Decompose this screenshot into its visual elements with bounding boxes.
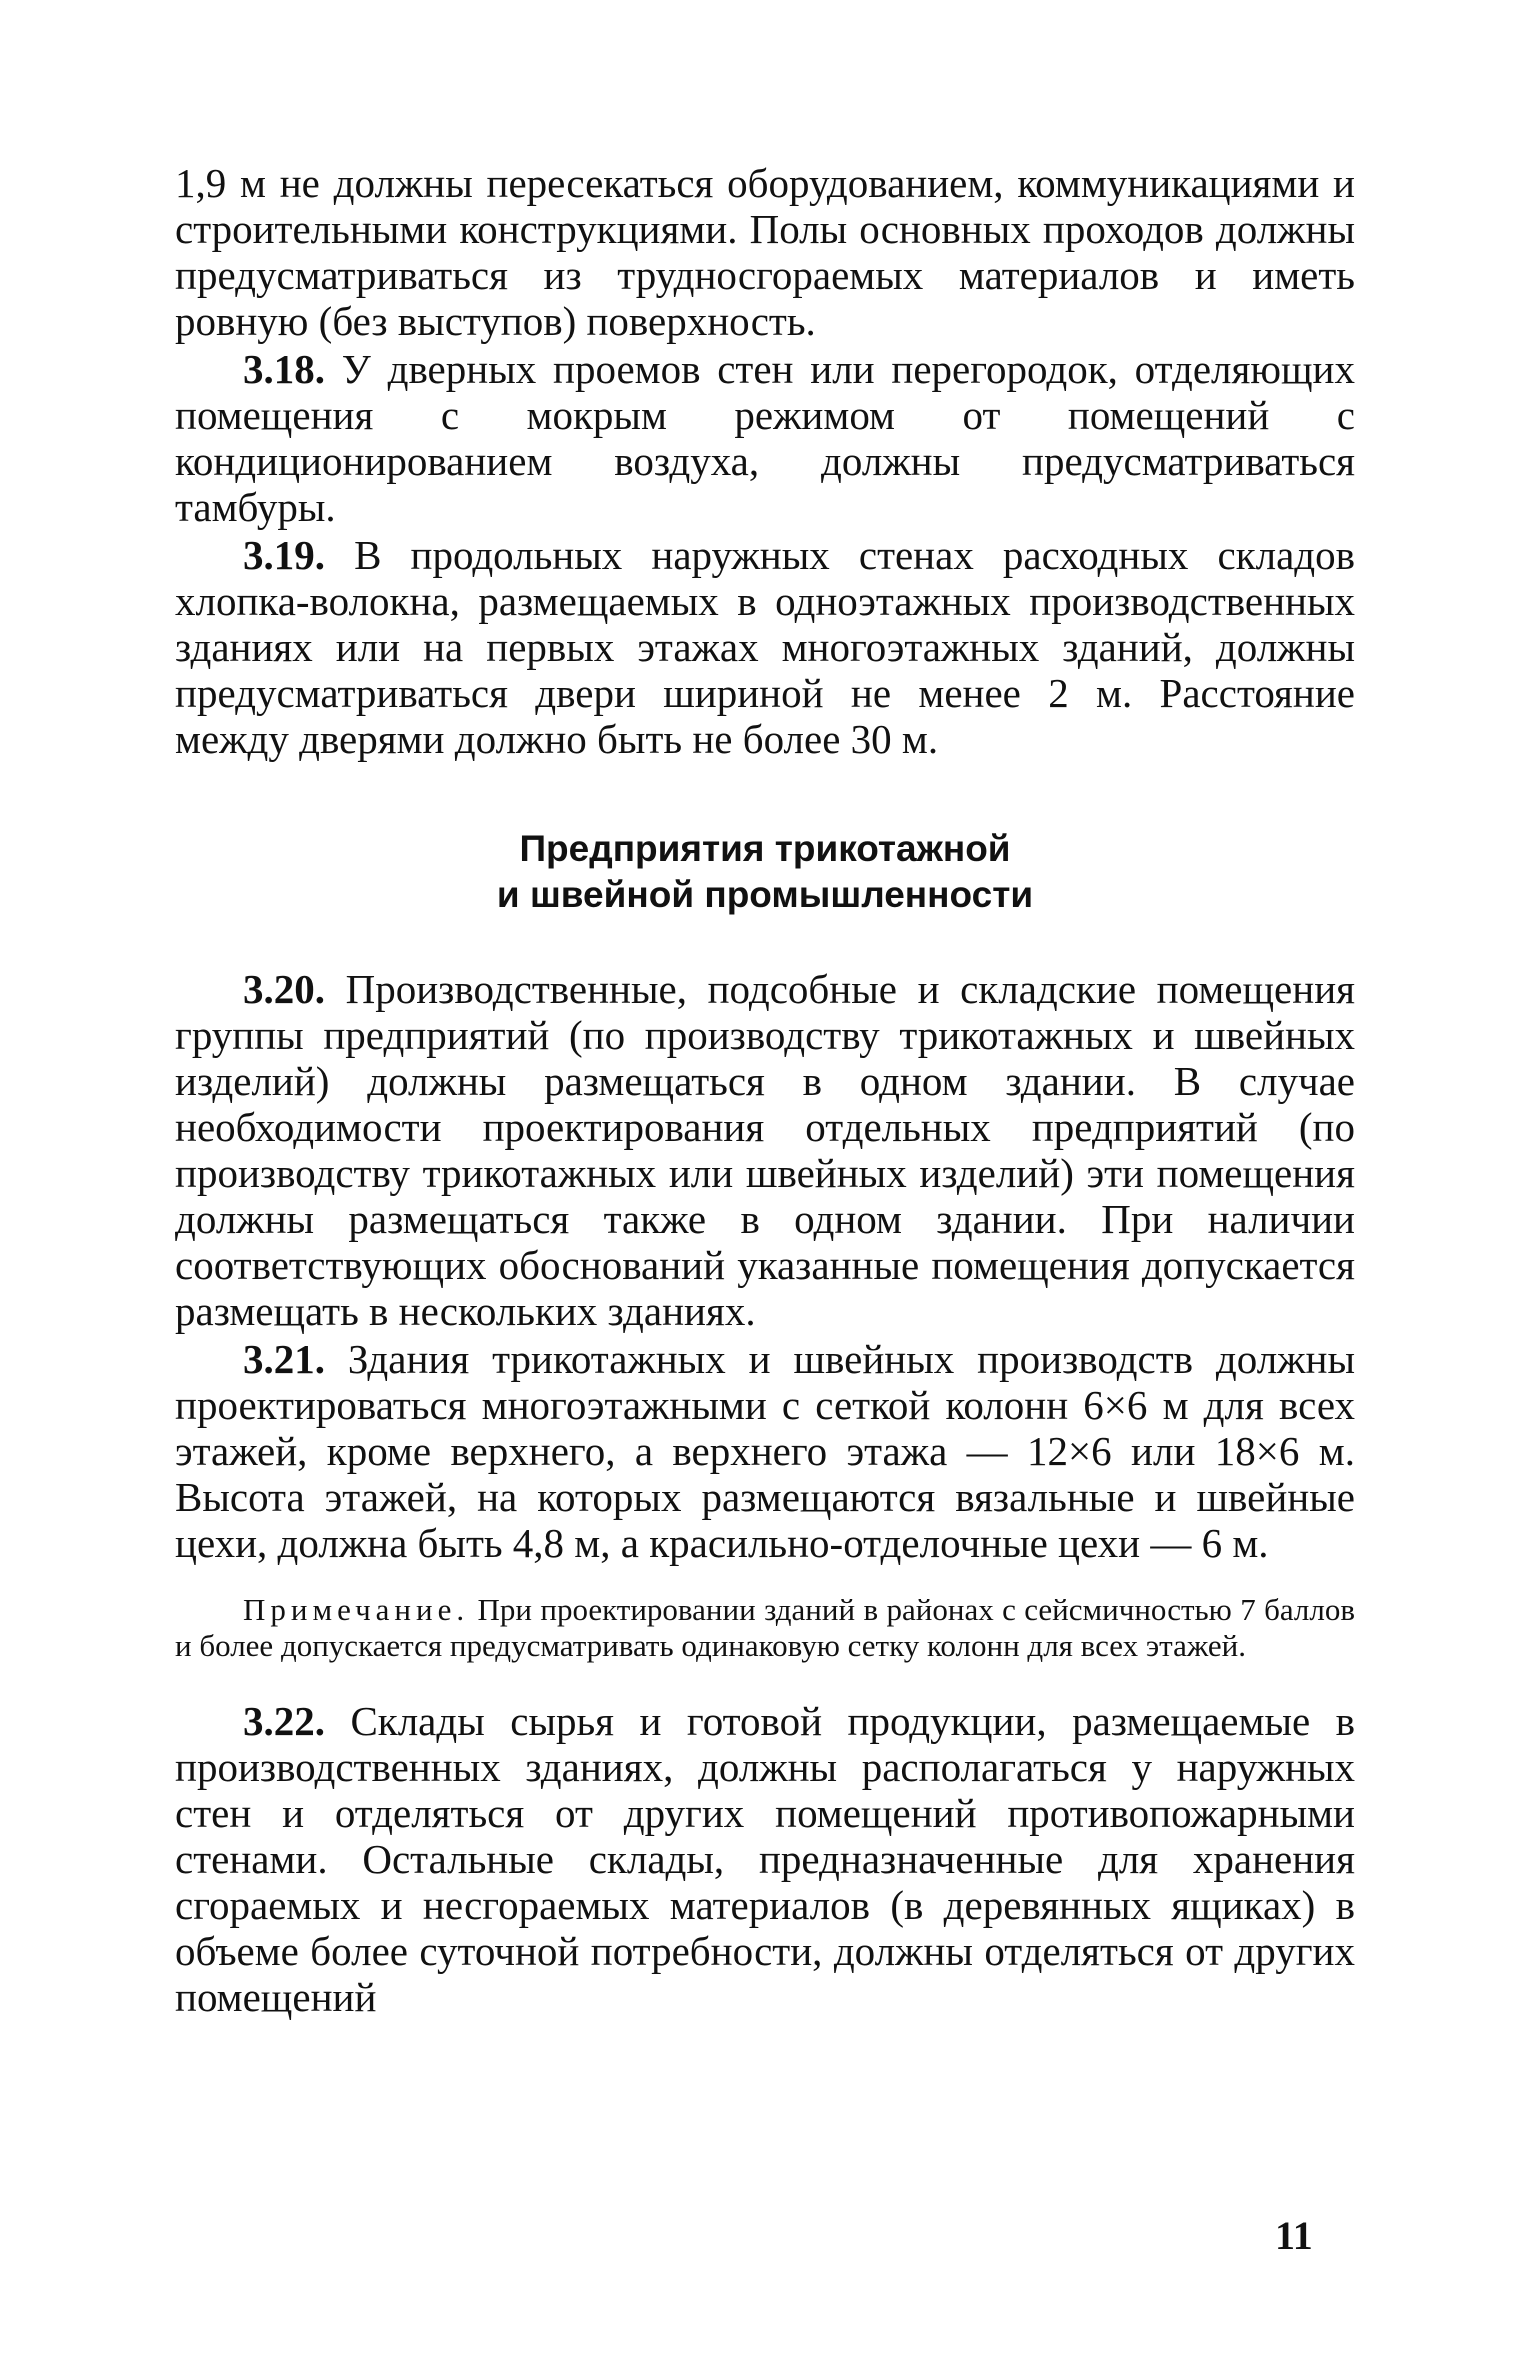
- clause-text: Здания трикотажных и швейных производств должны проектироваться многоэтажными с сеткой колонн 6×6 м для всех этажей, кроме верхнего, а верхнего этажа — 12×6 или 18×6 м. Высота этажей, на которых размещаются вязальные и швейные цехи, должна быть 4,8 м, а красильно-отделочные цехи — 6 м.: [175, 1336, 1355, 1566]
- note-text: При проектировании зданий в районах с сейсмичностью 7 баллов и более допускается предусматривать одинаковую сетку колонн для всех этажей.: [175, 1592, 1355, 1663]
- clause-number: 3.18.: [243, 346, 325, 392]
- page-number: 11: [1275, 2213, 1313, 2258]
- clause-number: 3.21.: [243, 1336, 325, 1382]
- note: [175, 1592, 1355, 1664]
- clause-number: 3.19.: [243, 532, 325, 578]
- page-body: [175, 160, 1355, 2022]
- section-title-line-1: Предприятия трикотажной: [519, 828, 1011, 869]
- clause-number: 3.22.: [243, 1698, 325, 1744]
- section-title-line-2: и швейной промышленности: [496, 874, 1034, 915]
- clause-text: В продольных наружных стенах расходных складов хлопка-волокна, размещаемых в одноэтажных производственных зданиях или на первых этажах многоэтажных зданий, должны предусматриваться двери шириной не менее 2 м. Расстояние между дверями должно быть не более 30 м.: [175, 532, 1355, 762]
- paragraph-intro: [175, 160, 1355, 344]
- paragraph-3-22: [175, 1698, 1355, 2020]
- paragraph-3-19: [175, 532, 1355, 762]
- paragraph-3-18: [175, 346, 1355, 530]
- paragraph-3-20: [175, 966, 1355, 1334]
- paragraph-3-21: [175, 1336, 1355, 1566]
- note-label: Примечание.: [243, 1592, 470, 1627]
- section-title: [175, 826, 1355, 918]
- clause-text: У дверных проемов стен или перегородок, отделяющих помещения с мокрым режимом от помещений с кондиционированием воздуха, должны предусматриваться тамбуры.: [175, 346, 1355, 530]
- paragraph-intro-text: 1,9 м не должны пересекаться оборудованием, коммуникациями и строительными конструкциями. Полы основных проходов должны предусматриваться из трудносгораемых материалов и иметь ровную (без выступов) поверхность.: [175, 160, 1355, 344]
- clause-text: Производственные, подсобные и складские помещения группы предприятий (по производству трикотажных и швейных изделий) должны размещаться в одном здании. В случае необходимости проектирования отдельных предприятий (по производству трикотажных или швейных изделий) эти помещения должны размещаться также в одном здании. При наличии соответствующих обоснований указанные помещения допускается размещать в нескольких зданиях.: [175, 966, 1355, 1334]
- clause-text: Склады сырья и готовой продукции, размещаемые в производственных зданиях, должны располагаться у наружных стен и отделяться от других помещений противопожарными стенами. Остальные склады, предназначенные для хранения сгораемых и несгораемых материалов (в деревянных ящиках) в объеме более суточной потребности, должны отделяться от других помещений: [175, 1698, 1355, 2020]
- clause-number: 3.20.: [243, 966, 325, 1012]
